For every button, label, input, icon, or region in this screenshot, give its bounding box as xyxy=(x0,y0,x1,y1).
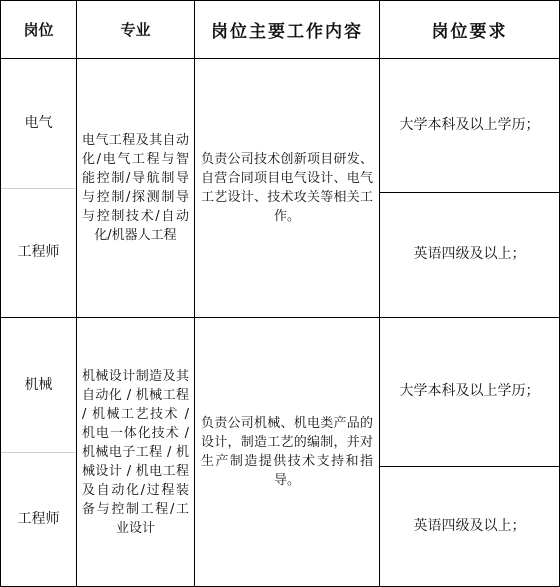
position-cell xyxy=(1,59,77,318)
position-cell xyxy=(1,318,77,587)
duties-text: 负责公司机械、机电类产品的设计，制造工艺的编制，并对生产制造提供技术支持和指导。 xyxy=(201,416,373,488)
table-row xyxy=(1,59,560,193)
duties-cell xyxy=(195,59,380,318)
position-line2: 工程师 xyxy=(17,510,60,527)
header-major: 专业 xyxy=(77,1,195,59)
table-row xyxy=(1,318,560,467)
position-line2: 工程师 xyxy=(17,244,60,260)
major-text: 电气工程及其自动化/电气工程与智能控制/导航制导与控制/探测制导与控制技术/自动化/机器人工程 xyxy=(82,133,189,243)
position-line1: 电气 xyxy=(1,59,76,189)
requirement-education: 大学本科及以上学历； xyxy=(380,59,560,193)
header-duties: 岗位主要工作内容 xyxy=(195,1,380,59)
header-requirements: 岗位要求 xyxy=(380,1,560,59)
duties-text: 负责公司技术创新项目研发、自营合同项目电气设计、电气工艺设计、技术攻关等相关工作。 xyxy=(201,152,373,224)
duties-cell xyxy=(195,318,380,587)
header-row xyxy=(1,1,560,59)
position-line1: 机械 xyxy=(1,318,76,453)
requirement-english: 英语四级及以上； xyxy=(380,192,560,318)
header-position: 岗位 xyxy=(1,1,77,59)
major-cell xyxy=(77,318,195,587)
requirement-education: 大学本科及以上学历； xyxy=(380,318,560,467)
requirement-english: 英语四级及以上； xyxy=(380,466,560,586)
major-cell xyxy=(77,59,195,318)
major-text: 机械设计制造及其自动化 / 机械工程 / 机械工艺技术 / 机电一体化技术 / 机械电子工程 / 机械设计 / 机电工程及自动化/过程装备与控制工程/工业设计 xyxy=(82,368,189,536)
